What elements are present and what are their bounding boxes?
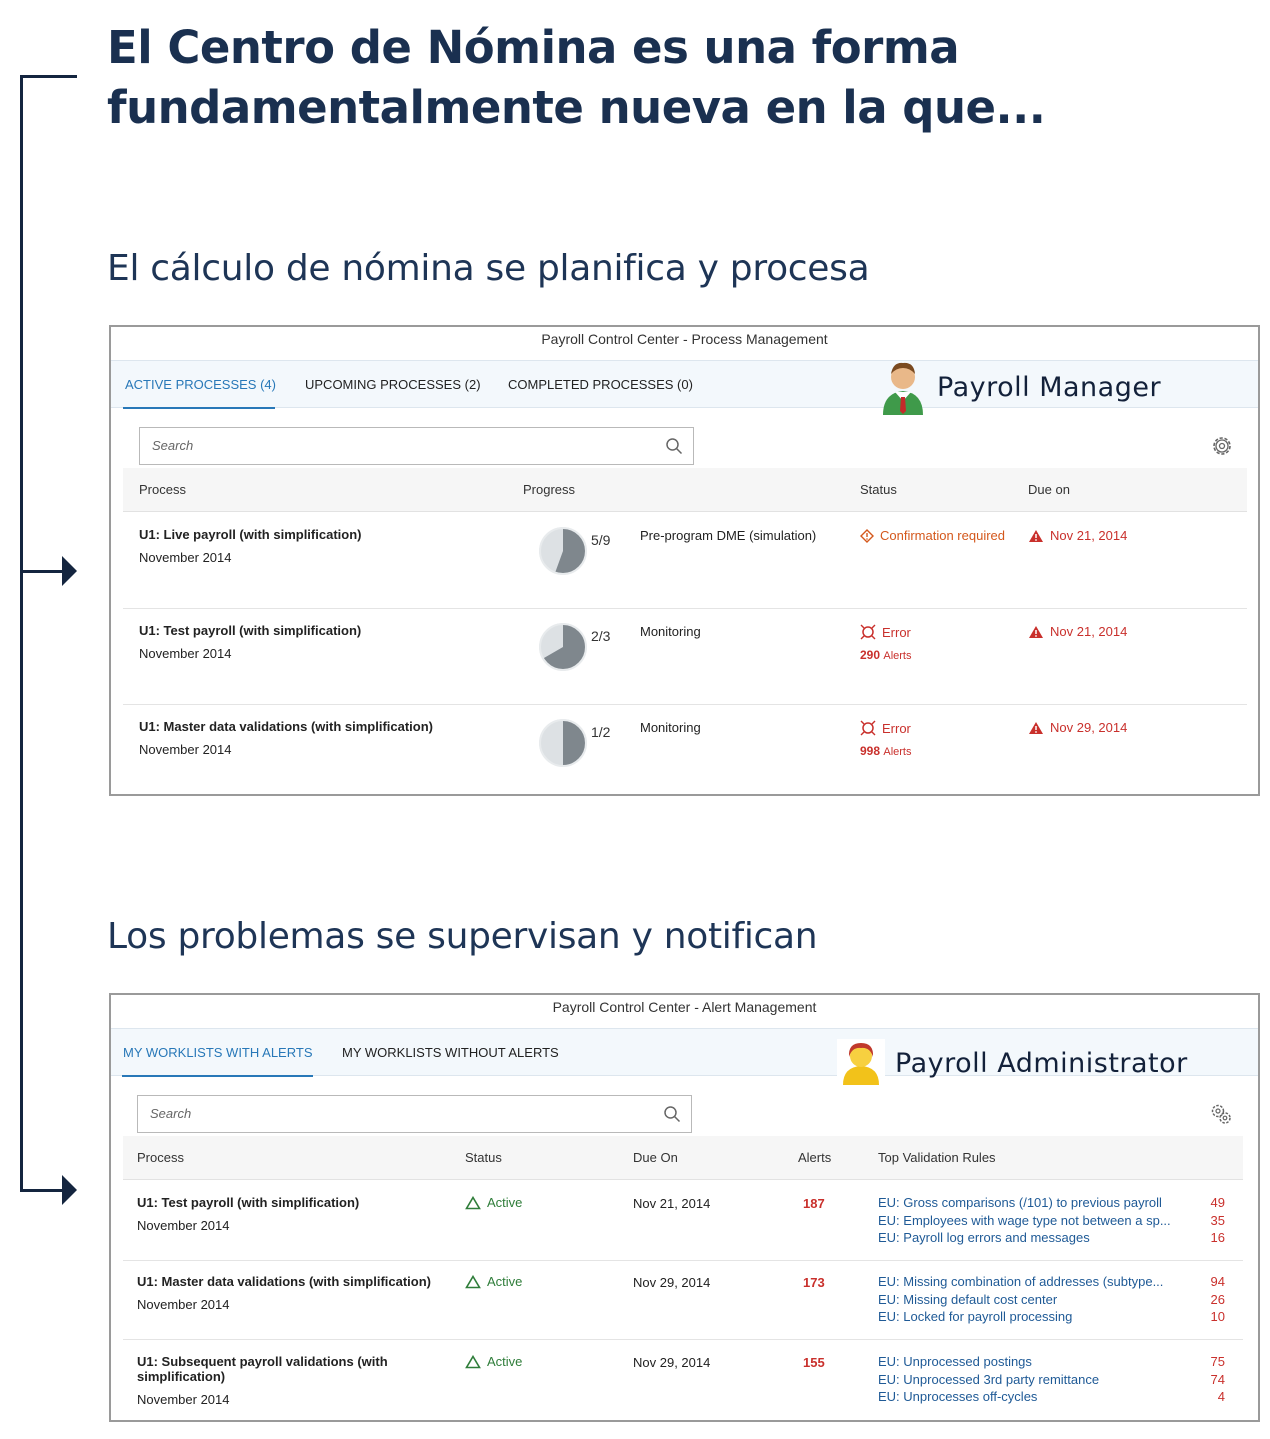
gear-icon[interactable] — [1210, 434, 1234, 458]
alerts-count[interactable]: 187 — [803, 1196, 825, 1211]
settings-gears-icon[interactable] — [1209, 1102, 1233, 1126]
process-name: U1: Live payroll (with simplification) — [139, 527, 362, 542]
alerts-link[interactable] — [860, 744, 912, 758]
process-name-line2: simplification) — [137, 1369, 226, 1384]
process-name: U1: Master data validations (with simplification) — [137, 1274, 431, 1289]
due-date: Nov 29, 2014 — [633, 1275, 711, 1290]
table-row[interactable] — [123, 513, 1247, 609]
search-icon[interactable] — [665, 437, 683, 455]
role-label: Payroll Manager — [937, 371, 1162, 403]
active-triangle-icon — [465, 1355, 481, 1369]
alerts-link[interactable] — [860, 648, 912, 662]
search-placeholder: Search — [150, 1106, 192, 1121]
validation-rule-link[interactable]: EU: Unprocessed postings — [878, 1354, 1032, 1369]
status-text: Active — [487, 1274, 523, 1289]
status-text[interactable]: Confirmation required — [880, 528, 1006, 543]
validation-rule-link[interactable]: EU: Locked for payroll processing — [878, 1309, 1073, 1324]
alert-management-panel — [109, 993, 1260, 1422]
process-step: Monitoring — [640, 624, 701, 639]
status-text: Active — [487, 1195, 523, 1210]
status-text: Active — [487, 1354, 523, 1369]
table-row[interactable] — [123, 1181, 1243, 1261]
process-period: November 2014 — [137, 1392, 230, 1407]
due-date — [1028, 624, 1127, 639]
status-cell — [465, 1354, 522, 1369]
tab-completed-processes[interactable]: COMPLETED PROCESSES (0) — [508, 377, 693, 392]
progress-pie — [537, 525, 589, 577]
due-date — [1028, 720, 1127, 735]
process-management-panel — [109, 325, 1260, 796]
col-alerts: Alerts — [798, 1150, 832, 1165]
alerts-label: Alerts — [883, 650, 912, 662]
rule-count: 75 — [1210, 1354, 1225, 1369]
role-label: Payroll Administrator — [895, 1047, 1188, 1079]
col-process: Process — [137, 1150, 184, 1165]
col-status: Status — [860, 482, 897, 497]
process-period: November 2014 — [139, 550, 232, 565]
validation-rule-link[interactable]: EU: Employees with wage type not between a sp... — [878, 1212, 1171, 1228]
role-badge — [879, 357, 1161, 417]
process-name: U1: Test payroll (with simplification) — [139, 623, 362, 638]
process-period: November 2014 — [139, 646, 232, 661]
table-header — [123, 468, 1247, 512]
active-triangle-icon — [465, 1275, 481, 1289]
warning-diamond-icon — [860, 529, 874, 543]
status-cell — [465, 1274, 522, 1289]
rule-count: 26 — [1210, 1291, 1225, 1307]
alert-triangle-icon — [1028, 529, 1044, 543]
tab-worklists-without-alerts[interactable]: MY WORKLISTS WITHOUT ALERTS — [342, 1045, 559, 1060]
table-row[interactable] — [123, 1261, 1243, 1340]
active-tab-indicator — [123, 407, 275, 409]
alerts-label: Alerts — [883, 746, 912, 758]
process-step: Pre-program DME (simulation) — [640, 528, 817, 543]
validation-rule-link[interactable]: EU: Gross comparisons (/101) to previous payroll — [878, 1195, 1162, 1210]
headline: El Centro de Nómina es una forma fundamentalmente nueva en la que... — [107, 21, 1046, 134]
active-triangle-icon — [465, 1196, 481, 1210]
active-tab-indicator — [122, 1075, 313, 1077]
progress-fraction: 2/3 — [591, 628, 611, 644]
tab-active-processes[interactable]: ACTIVE PROCESSES (4) — [125, 377, 276, 392]
alerts-count[interactable]: 155 — [803, 1355, 825, 1370]
alerts-count[interactable]: 173 — [803, 1275, 825, 1290]
process-name: U1: Subsequent payroll validations (with — [137, 1354, 388, 1369]
search-placeholder: Search — [152, 438, 194, 453]
process-period: November 2014 — [139, 742, 232, 757]
status-text[interactable]: Error — [882, 720, 911, 736]
process-period: November 2014 — [137, 1218, 230, 1233]
status-cell — [860, 720, 911, 736]
validation-rule-link[interactable]: EU: Payroll log errors and messages — [878, 1230, 1090, 1245]
status-cell — [465, 1195, 522, 1210]
search-icon[interactable] — [663, 1105, 681, 1123]
table-row[interactable] — [123, 705, 1247, 795]
table-header — [123, 1136, 1243, 1180]
alerts-count: 998 — [860, 744, 881, 758]
progress-fraction: 1/2 — [591, 724, 611, 740]
tab-worklists-with-alerts[interactable]: MY WORKLISTS WITH ALERTS — [123, 1045, 313, 1060]
col-process: Process — [139, 482, 186, 497]
process-period: November 2014 — [137, 1297, 230, 1312]
rule-count: 49 — [1210, 1195, 1225, 1210]
section-title-processing: El cálculo de nómina se planifica y procesa — [107, 248, 870, 289]
progress-pie — [537, 717, 589, 769]
panel-title: Payroll Control Center - Alert Management — [552, 999, 817, 1015]
progress-pie — [537, 621, 589, 673]
search-input[interactable] — [137, 1095, 692, 1133]
role-badge — [837, 1039, 1188, 1087]
validation-rule-link[interactable]: EU: Unprocesses off-cycles — [878, 1389, 1038, 1404]
status-cell — [860, 528, 1005, 543]
process-step: Monitoring — [640, 720, 701, 735]
col-due-on: Due On — [633, 1150, 678, 1165]
due-date: Nov 21, 2014 — [633, 1196, 711, 1211]
rule-count: 4 — [1217, 1389, 1225, 1404]
progress-pie-filled — [563, 720, 586, 766]
due-date-text: Nov 29, 2014 — [1050, 720, 1128, 735]
rule-count: 94 — [1210, 1274, 1225, 1289]
process-name: U1: Test payroll (with simplification) — [137, 1195, 360, 1210]
administrator-avatar-icon — [837, 1039, 885, 1087]
rule-count: 10 — [1210, 1309, 1225, 1324]
tab-upcoming-processes[interactable]: UPCOMING PROCESSES (2) — [305, 377, 481, 392]
col-progress: Progress — [523, 482, 576, 497]
due-date: Nov 29, 2014 — [633, 1355, 711, 1370]
status-cell — [860, 624, 911, 640]
status-text[interactable]: Error — [882, 624, 911, 640]
due-date — [1028, 528, 1127, 543]
search-input[interactable] — [139, 427, 694, 465]
panel-title: Payroll Control Center - Process Management — [541, 331, 828, 347]
bracket-top — [20, 75, 77, 78]
col-status: Status — [465, 1150, 502, 1165]
validation-rule-link[interactable]: EU: Missing default cost center — [878, 1291, 1058, 1307]
rule-count: 35 — [1210, 1212, 1225, 1228]
arrow-right-icon — [62, 1175, 77, 1205]
process-name: U1: Master data validations (with simplification) — [139, 719, 433, 734]
table-row[interactable] — [123, 609, 1247, 705]
rule-count: 74 — [1210, 1371, 1225, 1387]
validation-rule-link[interactable]: EU: Unprocessed 3rd party remittance — [878, 1371, 1100, 1387]
bracket-arrow-1 — [20, 570, 64, 573]
rule-count: 16 — [1210, 1230, 1225, 1245]
table-row[interactable] — [123, 1340, 1243, 1420]
section-title-alerts: Los problemas se supervisan y notifican — [107, 916, 818, 957]
due-date-text: Nov 21, 2014 — [1050, 528, 1128, 543]
due-date-text: Nov 21, 2014 — [1050, 624, 1128, 639]
arrow-right-icon — [62, 556, 77, 586]
error-icon — [860, 624, 876, 640]
validation-rule-link[interactable]: EU: Missing combination of addresses (subtype... — [878, 1274, 1164, 1289]
col-top-validation-rules: Top Validation Rules — [878, 1150, 996, 1165]
alerts-count: 290 — [860, 648, 881, 662]
progress-fraction: 5/9 — [591, 532, 611, 548]
alert-triangle-icon — [1028, 721, 1044, 735]
col-due-on: Due on — [1028, 482, 1070, 497]
error-icon — [860, 720, 876, 736]
manager-avatar-icon — [879, 357, 927, 417]
bracket-arrow-2 — [20, 1189, 64, 1192]
bracket-line — [20, 75, 23, 1191]
alert-triangle-icon — [1028, 625, 1044, 639]
